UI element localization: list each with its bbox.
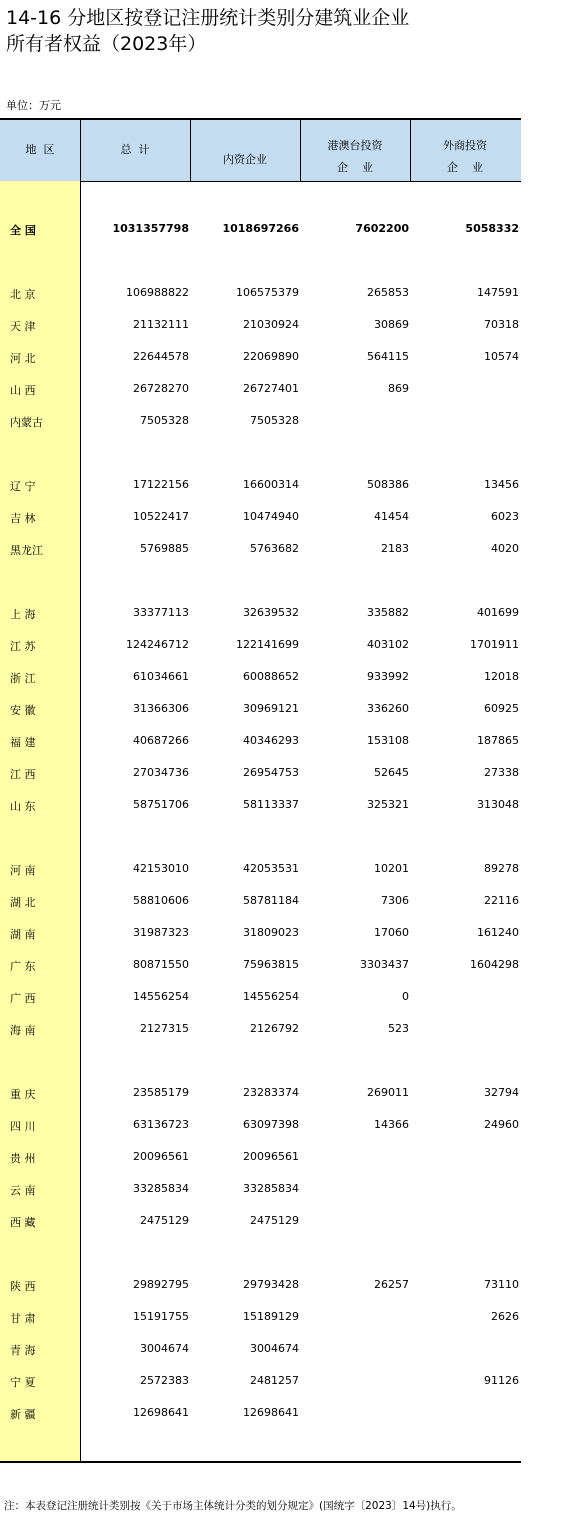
total-value: 23585179	[133, 1086, 189, 1099]
hmt-value: 564115	[367, 350, 409, 363]
region-name: 青 海	[10, 1344, 36, 1357]
domestic-value: 22069890	[243, 350, 299, 363]
hmt-value: 265853	[367, 286, 409, 299]
table-row	[0, 470, 521, 502]
total-value: 61034661	[133, 670, 189, 683]
foreign-value: 6023	[491, 510, 519, 523]
region-name: 上 海	[10, 608, 36, 621]
domestic-value: 14556254	[243, 990, 299, 1003]
region-name: 四 川	[10, 1120, 36, 1133]
foreign-value: 313048	[477, 798, 519, 811]
table-row	[0, 342, 521, 374]
foreign-value: 1604298	[470, 958, 519, 971]
header-foreign-line2: 企 业	[447, 161, 483, 174]
hmt-value: 0	[402, 990, 409, 1003]
foreign-value: 1701911	[470, 638, 519, 651]
foreign-value: 22116	[484, 894, 519, 907]
table-row	[0, 950, 521, 982]
region-name: 黑龙江	[10, 544, 43, 557]
domestic-value: 2126792	[250, 1022, 299, 1035]
hmt-value: 52645	[374, 766, 409, 779]
table-row	[0, 502, 521, 534]
foreign-value: 60925	[484, 702, 519, 715]
foreign-value: 27338	[484, 766, 519, 779]
table-row	[0, 374, 521, 406]
table-row	[0, 758, 521, 790]
total-value: 21132111	[133, 318, 189, 331]
domestic-value: 60088652	[243, 670, 299, 683]
domestic-value: 10474940	[243, 510, 299, 523]
hmt-value: 41454	[374, 510, 409, 523]
region-name: 全 国	[10, 224, 36, 237]
domestic-value: 30969121	[243, 702, 299, 715]
foreign-value: 24960	[484, 1118, 519, 1131]
hmt-value: 17060	[374, 926, 409, 939]
region-name: 河 北	[10, 352, 36, 365]
domestic-value: 5763682	[250, 542, 299, 555]
foreign-value: 401699	[477, 606, 519, 619]
hmt-value: 933992	[367, 670, 409, 683]
region-name: 云 南	[10, 1184, 36, 1197]
total-value: 7505328	[140, 414, 189, 427]
domestic-value: 12698641	[243, 1406, 299, 1419]
table-row	[0, 534, 521, 566]
table-row	[0, 662, 521, 694]
hmt-value: 14366	[374, 1118, 409, 1131]
domestic-value: 26727401	[243, 382, 299, 395]
total-value: 40687266	[133, 734, 189, 747]
domestic-value: 40346293	[243, 734, 299, 747]
footnote: 注：本表登记注册统计类别按《关于市场主体统计分类的划分规定》(国统字〔2023〕14号)执行。	[4, 1500, 462, 1512]
region-name: 浙 江	[10, 672, 36, 685]
total-value: 20096561	[133, 1150, 189, 1163]
region-name: 福 建	[10, 736, 36, 749]
domestic-value: 3004674	[250, 1342, 299, 1355]
region-name: 湖 南	[10, 928, 36, 941]
foreign-value: 147591	[477, 286, 519, 299]
domestic-value: 21030924	[243, 318, 299, 331]
region-name: 新 疆	[10, 1408, 36, 1421]
table-row	[0, 694, 521, 726]
table-row	[0, 790, 521, 822]
hmt-value: 335882	[367, 606, 409, 619]
domestic-value: 2475129	[250, 1214, 299, 1227]
total-value: 63136723	[133, 1118, 189, 1131]
foreign-value: 91126	[484, 1374, 519, 1387]
total-value: 29892795	[133, 1278, 189, 1291]
data-table	[0, 118, 521, 1463]
domestic-value: 33285834	[243, 1182, 299, 1195]
total-value: 33285834	[133, 1182, 189, 1195]
header-hmt-line1: 港澳台投资	[327, 139, 383, 152]
hmt-value: 7602200	[355, 222, 409, 235]
total-value: 12698641	[133, 1406, 189, 1419]
region-name: 北 京	[10, 288, 36, 301]
foreign-value: 73110	[484, 1278, 519, 1291]
header-hmt-line2: 企 业	[337, 161, 373, 174]
header-total: 总 计	[120, 143, 150, 156]
total-value: 26728270	[133, 382, 189, 395]
table-title-line1: 14-16 分地区按登记注册统计类别分建筑业企业	[6, 7, 410, 29]
header-region: 地 区	[25, 143, 55, 156]
hmt-value: 7306	[381, 894, 409, 907]
domestic-value: 26954753	[243, 766, 299, 779]
hmt-value: 10201	[374, 862, 409, 875]
header-domestic: 内资企业	[223, 153, 267, 166]
header-foreign-line1: 外商投资	[443, 139, 487, 152]
domestic-value: 2481257	[250, 1374, 299, 1387]
table-row	[0, 726, 521, 758]
region-name: 贵 州	[10, 1152, 36, 1165]
region-name: 宁 夏	[10, 1376, 36, 1389]
total-value: 5769885	[140, 542, 189, 555]
table-row	[0, 1110, 521, 1142]
hmt-value: 30869	[374, 318, 409, 331]
foreign-value: 187865	[477, 734, 519, 747]
foreign-value: 5058332	[465, 222, 519, 235]
hmt-value: 325321	[367, 798, 409, 811]
region-name: 江 苏	[10, 640, 36, 653]
region-name: 内蒙古	[10, 416, 43, 429]
domestic-value: 122141699	[236, 638, 299, 651]
total-value: 58751706	[133, 798, 189, 811]
total-value: 17122156	[133, 478, 189, 491]
hmt-value: 523	[388, 1022, 409, 1035]
total-row	[0, 214, 521, 246]
domestic-value: 23283374	[243, 1086, 299, 1099]
domestic-value: 63097398	[243, 1118, 299, 1131]
foreign-value: 161240	[477, 926, 519, 939]
domestic-value: 42053531	[243, 862, 299, 875]
foreign-value: 13456	[484, 478, 519, 491]
domestic-value: 20096561	[243, 1150, 299, 1163]
unit-label: 单位：万元	[6, 99, 61, 112]
region-name: 重 庆	[10, 1088, 36, 1101]
total-value: 106988822	[126, 286, 189, 299]
table-row	[0, 278, 521, 310]
table-row	[0, 1078, 521, 1110]
table-row	[0, 1270, 521, 1302]
hmt-value: 153108	[367, 734, 409, 747]
total-value: 2475129	[140, 1214, 189, 1227]
total-value: 2572383	[140, 1374, 189, 1387]
region-name: 甘 肃	[10, 1312, 36, 1325]
table-row	[0, 1302, 521, 1334]
region-name: 山 东	[10, 800, 36, 813]
table-row	[0, 598, 521, 630]
foreign-value: 4020	[491, 542, 519, 555]
foreign-value: 12018	[484, 670, 519, 683]
domestic-value: 15189129	[243, 1310, 299, 1323]
total-value: 22644578	[133, 350, 189, 363]
domestic-value: 31809023	[243, 926, 299, 939]
foreign-value: 89278	[484, 862, 519, 875]
hmt-value: 3303437	[360, 958, 409, 971]
foreign-value: 70318	[484, 318, 519, 331]
table-row	[0, 1366, 521, 1398]
table-row	[0, 886, 521, 918]
region-name: 江 西	[10, 768, 36, 781]
table-row	[0, 1142, 521, 1174]
domestic-value: 1018697266	[222, 222, 299, 235]
hmt-value: 336260	[367, 702, 409, 715]
foreign-value: 32794	[484, 1086, 519, 1099]
table-row	[0, 406, 521, 438]
table-row	[0, 918, 521, 950]
table-row	[0, 1174, 521, 1206]
total-value: 2127315	[140, 1022, 189, 1035]
total-value: 80871550	[133, 958, 189, 971]
table-row	[0, 1014, 521, 1046]
table-row	[0, 630, 521, 662]
hmt-value: 269011	[367, 1086, 409, 1099]
region-name: 河 南	[10, 864, 36, 877]
table-row	[0, 310, 521, 342]
region-name: 吉 林	[10, 512, 36, 525]
table-row	[0, 1398, 521, 1430]
total-value: 31366306	[133, 702, 189, 715]
foreign-value: 2626	[491, 1310, 519, 1323]
table-header	[0, 120, 521, 182]
table-title-line2: 所有者权益（2023年）	[6, 33, 207, 55]
domestic-value: 29793428	[243, 1278, 299, 1291]
total-value: 31987323	[133, 926, 189, 939]
hmt-value: 26257	[374, 1278, 409, 1291]
hmt-value: 403102	[367, 638, 409, 651]
total-value: 15191755	[133, 1310, 189, 1323]
total-value: 124246712	[126, 638, 189, 651]
total-value: 58810606	[133, 894, 189, 907]
region-name: 辽 宁	[10, 480, 36, 493]
domestic-value: 75963815	[243, 958, 299, 971]
total-value: 3004674	[140, 1342, 189, 1355]
table-row	[0, 1334, 521, 1366]
hmt-value: 869	[388, 382, 409, 395]
region-name: 海 南	[10, 1024, 36, 1037]
table-row	[0, 1206, 521, 1238]
total-value: 1031357798	[112, 222, 189, 235]
region-name: 湖 北	[10, 896, 36, 909]
region-name: 陕 西	[10, 1280, 36, 1293]
table-row	[0, 982, 521, 1014]
region-name: 广 东	[10, 960, 36, 973]
domestic-value: 106575379	[236, 286, 299, 299]
region-name: 山 西	[10, 384, 36, 397]
total-value: 27034736	[133, 766, 189, 779]
region-name: 西 藏	[10, 1216, 36, 1229]
region-name: 天 津	[10, 320, 36, 333]
total-value: 10522417	[133, 510, 189, 523]
region-name: 安 徽	[10, 704, 36, 717]
domestic-value: 58781184	[243, 894, 299, 907]
table-row	[0, 854, 521, 886]
hmt-value: 508386	[367, 478, 409, 491]
region-name: 广 西	[10, 992, 36, 1005]
domestic-value: 58113337	[243, 798, 299, 811]
total-value: 42153010	[133, 862, 189, 875]
total-value: 33377113	[133, 606, 189, 619]
domestic-value: 32639532	[243, 606, 299, 619]
domestic-value: 16600314	[243, 478, 299, 491]
foreign-value: 10574	[484, 350, 519, 363]
domestic-value: 7505328	[250, 414, 299, 427]
total-value: 14556254	[133, 990, 189, 1003]
hmt-value: 2183	[381, 542, 409, 555]
